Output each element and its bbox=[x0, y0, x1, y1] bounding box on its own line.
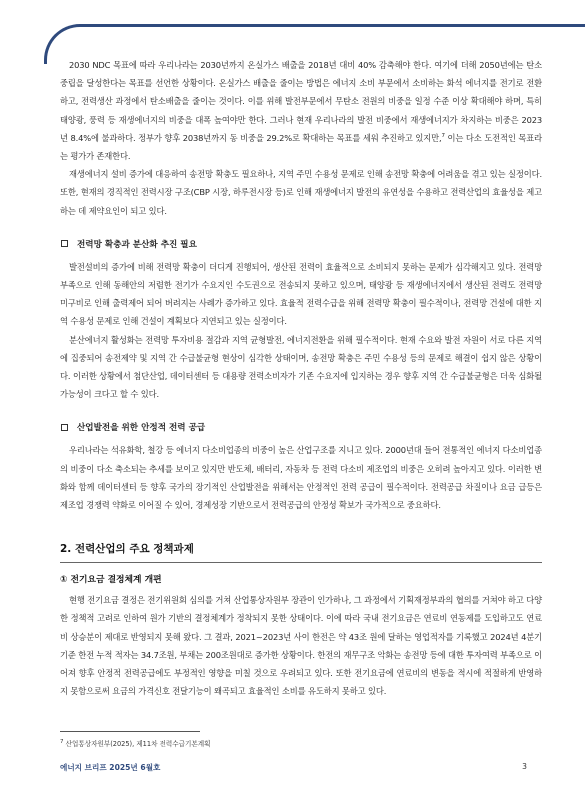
intro-paragraph-1-text: 2030 NDC 목표에 따라 우리나라는 2030년까지 온실가스 배출을 2018년 대비 40% 감축해야 한다. 여기에 더해 2050년에는 탄소중립을 달성한다는 목표를 선언한 상황이다. 온실가스 배출을 줄이는 방법은 에너지 소비 부문에서 소비하는 화석 에너지를 전기로 전환하고, 전력생산 과정에서 탄소배출을 줄이는 것이다. 이를 위해 발전부문에서 무탄소 전원의 비중을 일정 수준 이상 확대해야 하며, 특히 태양광, 풍력 등 재생에너지의 비중을 대폭 높여야만 한다. 그러나 현재 우리나라의 발전 비중에서 재생에너지가 차지하는 비중은 2023년 8.4%에 불과하다. 정부가 향후 2038년까지 동 비중을 29.2%로 확대하는 목표를 세워 추진하고 있지만, bbox=[60, 60, 542, 143]
item-1-paragraph: 현행 전기요금 결정은 전기위원회 심의를 거쳐 산업통상자원부 장관이 인가하나, 그 과정에서 기획재정부과의 협의를 거쳐야 하고 다양한 정책적 고려로 인하여 원가 기반의 결정체계가 정착되지 못한 상태이다. 이에 따라 국내 전기요금은 연료비 연동제를 도입하고도 연료비 상승분이 제대로 반영되지 못해 왔다. 그 결과, 2021~2023년 사이 한전은 약 43조 원에 달하는 영업적자를 기록했고 2024년 4분기 기준 한전 누적 적자는 34.7조원, 부채는 200조원대로 증가한 상황이다. 한전의 재무구조 악화는 송전망 등에 대한 투자여력 부족으로 이어져 향후 안정적 전력공급에도 부정적인 영향을 미칠 것으로 우려되고 있다. 또한 전기요금에 연료비의 변동을 적시에 적절하게 반영하지 못함으로써 요금의 가격신호 전달기능이 왜곡되고 효율적인 소비를 유도하지 못하고 있다. bbox=[60, 595, 542, 697]
grid-paragraph-1: 발전설비의 증가에 비해 전력망 확충이 더디게 진행되어, 생산된 전력이 효율적으로 소비되지 못하는 문제가 심각해지고 있다. 전력망 부족으로 인해 동해안의 저렴한 전기가 수요지인 수도권으로 전송되지 못하고 있으며, 태양광 등 재생에너지에서 생산된 전력도 전력망 미구비로 인해 출력제어 되어 버려지는 사례가 증가하고 있다. 효율적 전력수급을 위해 전력망 확충이 필수적이나, 전력망 건설에 대한 지역 수용성 문제로 인해 건설이 계획보다 지연되고 있는 실정이다. bbox=[60, 261, 542, 327]
item-1-heading: ① 전기요금 결정체계 개편 bbox=[60, 575, 162, 586]
grid-subheading bbox=[60, 236, 542, 252]
industry-paragraph-1: 우리나라는 석유화학, 철강 등 에너지 다소비업종의 비중이 높은 산업구조를 지니고 있다. 2000년대 들어 전통적인 에너지 다소비업종의 비중이 다소 축소되는 추세를 보이고 있지만 반도체, 배터리, 자동차 등 전력 다소비 제조업의 비중은 오히려 높아지고 있다. 이러한 변화와 함께 데이터센터 등 향후 국가의 장기적인 산업발전을 위해서는 안정적인 전력 공급이 필수적이다. 전력공급 차질이나 요금 급등은 제조업 경쟁력 약화로 이어질 수 있어, 경제성장 기반으로서 전력공급의 안정성 확보가 국가적으로 중요하다. bbox=[60, 445, 542, 511]
footnote-marker: 7 bbox=[60, 738, 64, 745]
grid-subheading-text: 전력망 확충과 분산화 추진 필요 bbox=[77, 239, 197, 250]
section-divider bbox=[60, 562, 542, 563]
footnote-divider bbox=[60, 731, 200, 732]
footnote-text: 산업통상자원부(2025), 제11차 전력수급기본계획 bbox=[65, 740, 211, 748]
industry-subheading bbox=[60, 419, 542, 435]
square-bullet-icon bbox=[61, 424, 68, 431]
intro-paragraph-1-tail: 이는 다소 도전적인 목표라는 평가가 존재한다. bbox=[60, 132, 542, 162]
square-bullet-icon bbox=[61, 240, 68, 247]
page-content bbox=[60, 56, 542, 700]
intro-paragraph-2: 재생에너지 설비 증가에 대응하여 송전망 확충도 필요하나, 지역 주민 수용성 문제로 인해 송전망 확충에 어려움을 겪고 있는 실정이다. 또한, 현재의 경직적인 전력시장 구조(CBP 시장, 하루전시장 등)로 인해 재생에너지 발전의 유연성을 수용하고 전력산업의 효율성을 제고하는 데 제약요인이 되고 있다. bbox=[60, 169, 542, 216]
footnote-reference: 7 bbox=[441, 133, 445, 140]
page-number: 3 bbox=[522, 762, 527, 771]
section-2-heading: 2. 전력산업의 주요 정책과제 bbox=[60, 543, 194, 556]
intro-paragraph-1 bbox=[60, 56, 542, 165]
footer-publication: 에너지 브리프 2025년 6월호 bbox=[60, 763, 161, 772]
industry-subheading-text: 산업발전을 위한 안정적 전력 공급 bbox=[77, 423, 206, 434]
grid-paragraph-2: 분산에너지 활성화는 전력망 투자비용 절감과 지역 균형발전, 에너지전환을 위해 필수적이다. 현재 수요와 발전 자원이 서로 다른 지역에 집중되어 송전제약 및 지역 간 수급불균형 현상이 심각한 상태이며, 송전망 확충은 주민 수용성 등의 문제로 해결이 쉽지 않은 상황이다. 이러한 상황에서 첨단산업, 데이터센터 등 대용량 전력소비자가 기존 수요지에 입지하는 경우 향후 지역 간 수급불균형은 더욱 심화될 가능성이 크다고 할 수 있다. bbox=[60, 334, 542, 400]
footnote bbox=[60, 738, 211, 748]
